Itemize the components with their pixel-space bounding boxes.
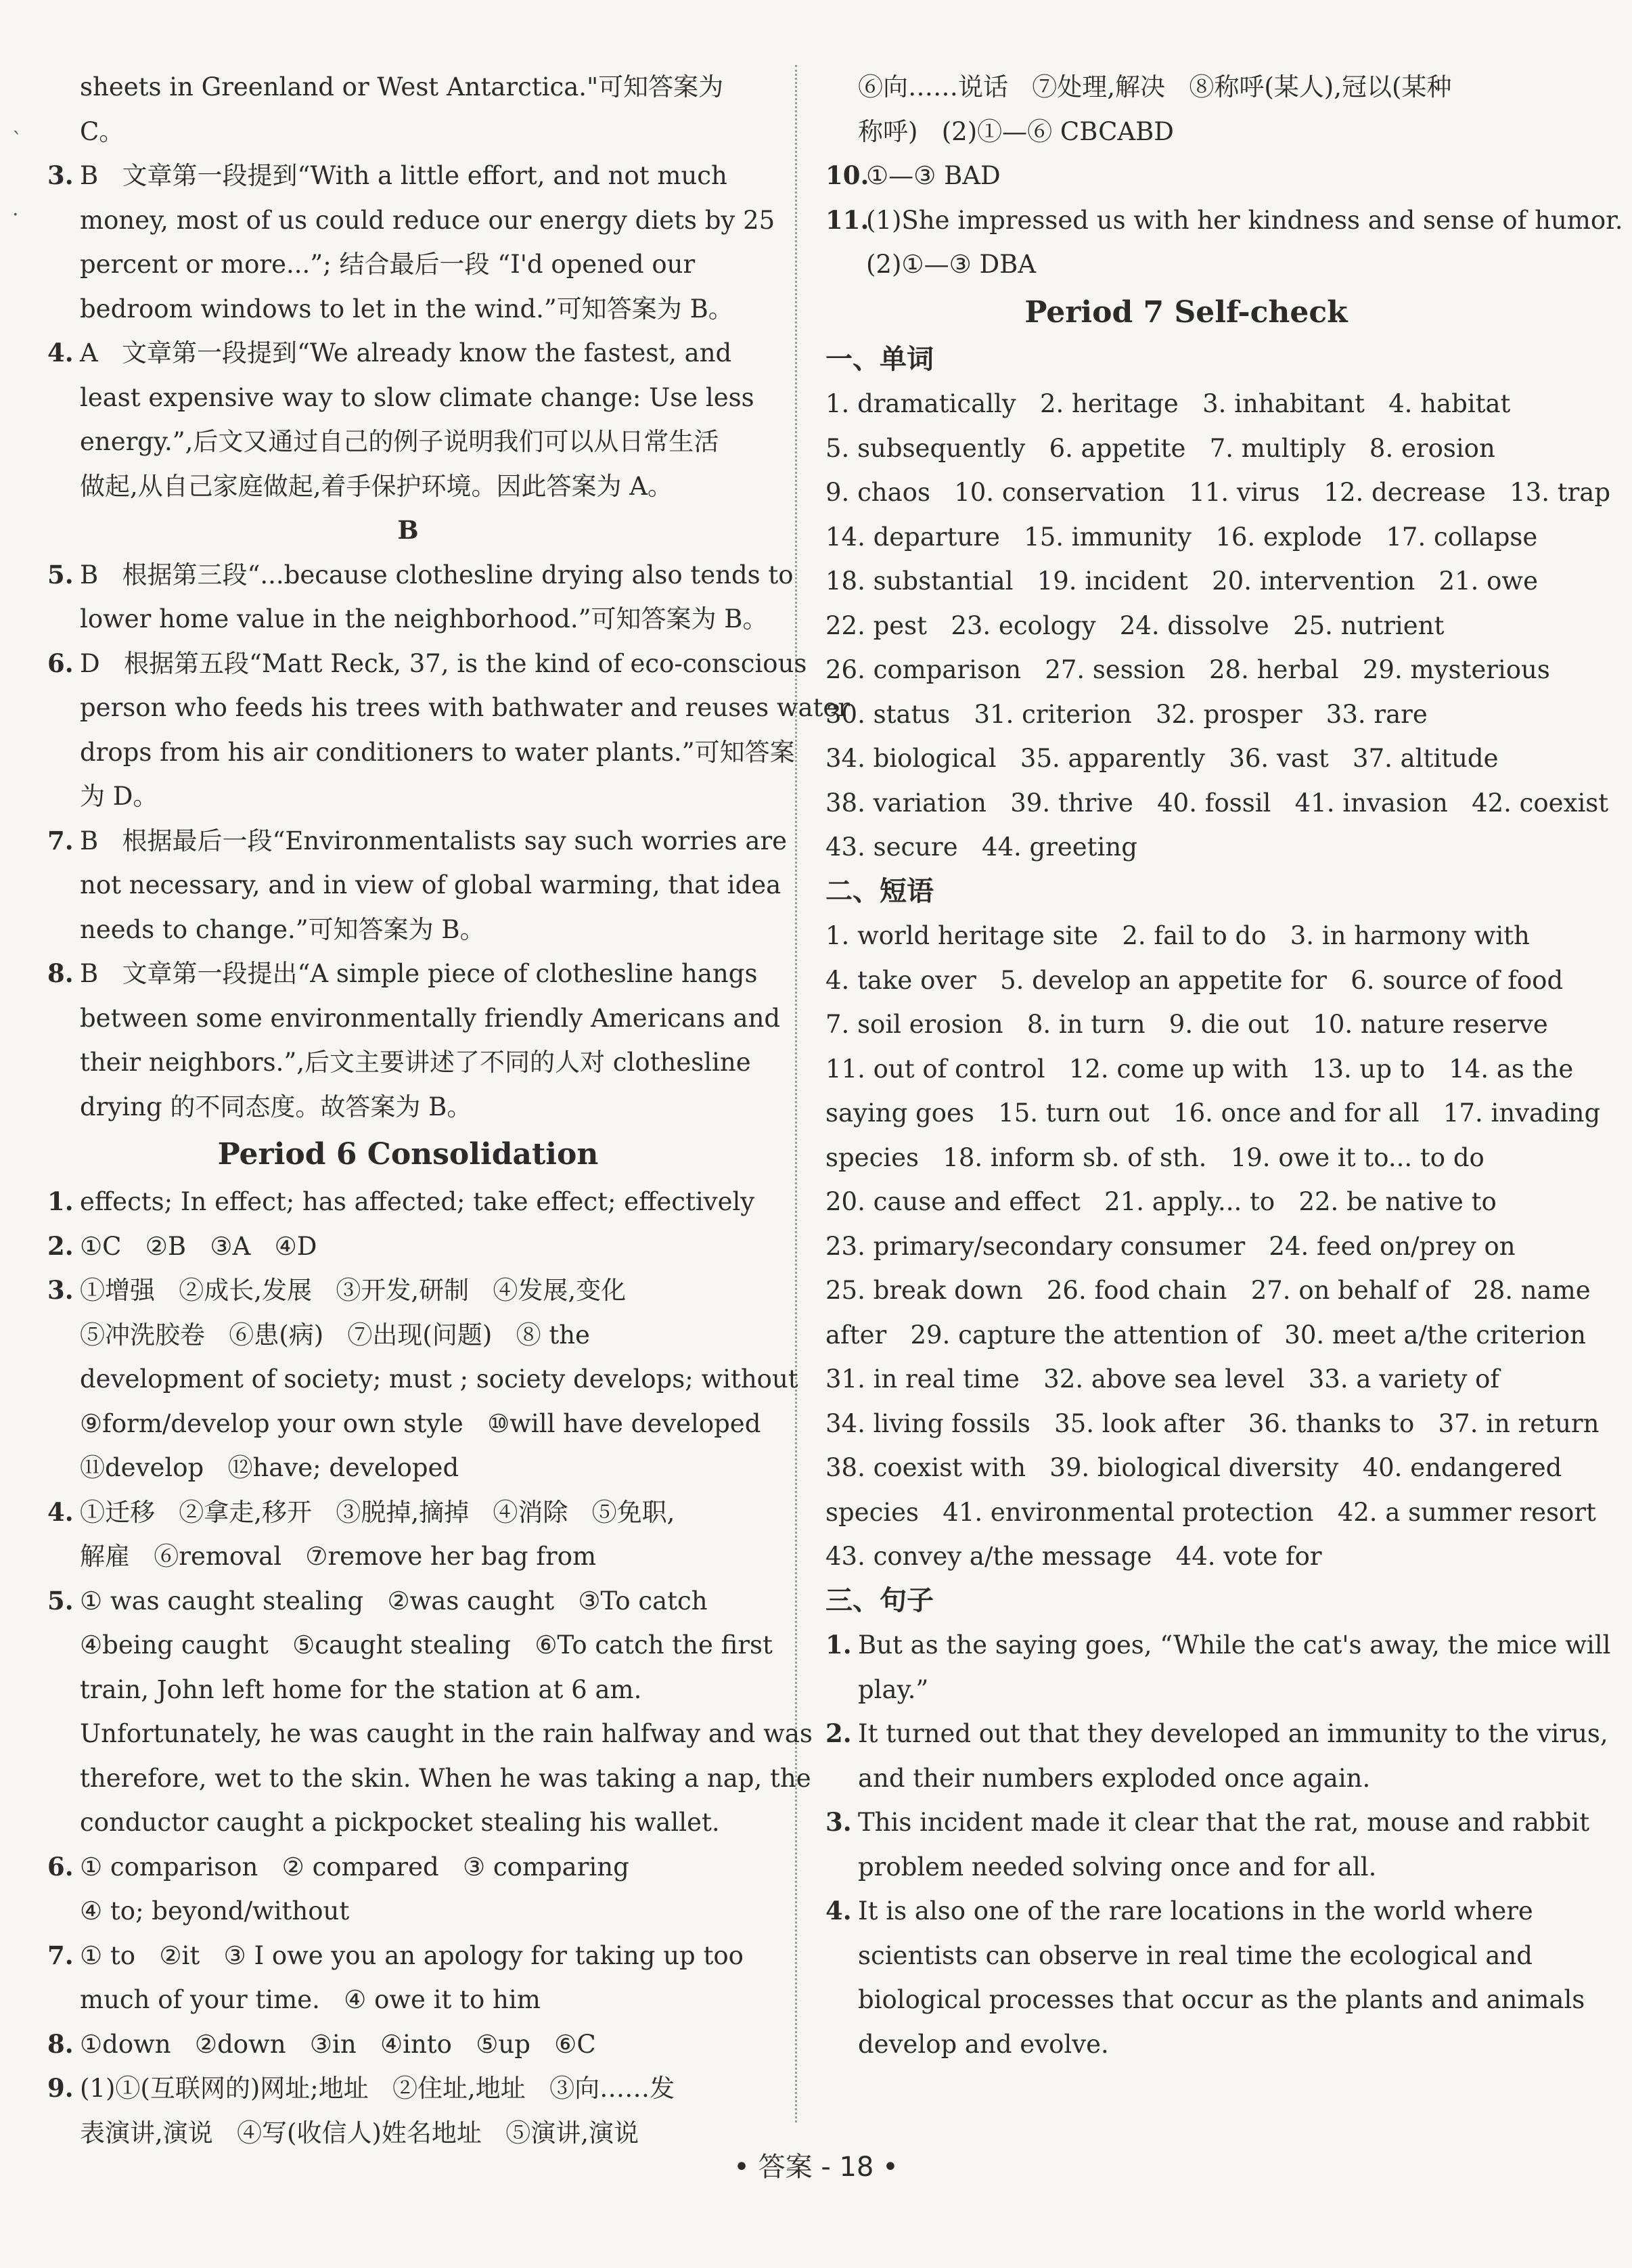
answer-line: B 根据第三段“...because clothesline drying also tends to xyxy=(80,560,794,590)
answer-line: needs to change.”可知答案为 B。 xyxy=(80,914,485,944)
section-words-heading: 一、单词 xyxy=(825,343,934,375)
words-list xyxy=(825,382,1611,870)
answer-line: biological processes that occur as the plants and animals xyxy=(858,1985,1585,2014)
answer-line: therefore, wet to the skin. When he was taking a nap, the xyxy=(80,1763,811,1793)
answer-line: ⑤冲洗胶卷 ⑥患(病) ⑦出现(问题) ⑧ the xyxy=(80,1320,590,1350)
answer-line: percent or more...”; 结合最后一段 “I'd opened our xyxy=(80,250,696,279)
answer-line: 做起,从自己家庭做起,着手保护环境。因此答案为 A。 xyxy=(80,471,673,501)
answer-line: ① to ②it ③ I owe you an apology for taking up too xyxy=(80,1940,744,1970)
answer-line: B 文章第一段提出“A simple piece of clothesline hangs xyxy=(80,959,758,988)
answer-line: train, John left home for the station at 6 am. xyxy=(80,1674,642,1704)
answer-line: play.” xyxy=(858,1674,929,1704)
list-item: after 29. capture the attention of 30. meet a/the criterion xyxy=(825,1320,1586,1350)
list-item: species 18. inform sb. of sth. 19. owe it to... to do xyxy=(825,1142,1484,1172)
list-item: 38. variation 39. thrive 40. fossil 41. invasion 42. coexist xyxy=(825,788,1609,818)
answer-line: (2)①—③ DBA xyxy=(866,250,1037,279)
list-item: 34. living fossils 35. look after 36. thanks to 37. in return xyxy=(825,1408,1600,1438)
p6-answer-7 xyxy=(47,1934,769,2022)
answer-line: lower home value in the neighborhood.”可知答案为 B。 xyxy=(80,604,768,633)
answer-line: 解雇 ⑥removal ⑦remove her bag from xyxy=(80,1542,597,1571)
question-number: 1. xyxy=(825,1630,852,1660)
list-item: 20. cause and effect 21. apply... to 22. be native to xyxy=(825,1187,1497,1216)
list-item: 4. take over 5. develop an appetite for 6. source of food xyxy=(825,965,1564,995)
answer-line: 表演讲,演说 ④写(收信人)姓名地址 ⑤演讲,演说 xyxy=(80,2118,639,2148)
list-item: 22. pest 23. ecology 24. dissolve 25. nutrient xyxy=(825,610,1445,640)
column-divider xyxy=(795,65,797,2122)
answer-line: A 文章第一段提到“We already know the fastest, and xyxy=(80,338,732,368)
p6-answer-5 xyxy=(47,1579,813,1845)
answer-line: money, most of us could reduce our energy diets by 25 xyxy=(80,205,775,235)
question-number: 2. xyxy=(825,1718,852,1748)
right-column xyxy=(825,65,1623,2066)
sentence-4 xyxy=(825,1889,1585,2066)
list-item: 5. subsequently 6. appetite 7. multiply 8. erosion xyxy=(825,433,1495,463)
question-number: 7. xyxy=(47,1940,74,1970)
question-number: 6. xyxy=(47,1851,74,1882)
question-number: 1. xyxy=(47,1186,74,1216)
answer-5 xyxy=(47,553,794,642)
answer-7 xyxy=(47,819,788,952)
answer-line: B 根据最后一段“Environmentalists say such worries are xyxy=(80,826,788,855)
question-number: 3. xyxy=(47,160,74,190)
answer-line: person who feeds his trees with bathwater and reuses water xyxy=(80,693,851,722)
phrases-list xyxy=(825,914,1601,1579)
list-item: 38. coexist with 39. biological diversity 40. endangered xyxy=(825,1453,1562,1482)
section-sentences-heading: 三、句子 xyxy=(825,1584,934,1616)
answer-line: development of society; must ; society develops; without xyxy=(80,1364,798,1394)
margin-mark: · xyxy=(12,203,19,227)
question-number: 3. xyxy=(47,1275,74,1305)
question-number: 4. xyxy=(825,1896,852,1926)
answer-line: least expensive way to slow climate change: Use less xyxy=(80,382,754,412)
continued-answer: sheets in Greenland or West Antarctica."可知答案为 C。 xyxy=(80,72,724,146)
answer-line: energy.”,后文又通过自己的例子说明我们可以从日常生活 xyxy=(80,427,719,456)
answer-3 xyxy=(47,154,775,331)
list-item: 1. dramatically 2. heritage 3. inhabitant 4. habitat xyxy=(825,389,1511,418)
list-item: 1. world heritage site 2. fail to do 3. in harmony with xyxy=(825,921,1530,950)
answer-line: But as the saying goes, “While the cat's away, the mice will xyxy=(858,1630,1611,1660)
answer-6 xyxy=(47,642,851,819)
list-item: 9. chaos 10. conservation 11. virus 12. decrease 13. trap xyxy=(825,478,1611,507)
margin-mark: ` xyxy=(12,129,22,152)
answer-line: develop and evolve. xyxy=(858,2029,1109,2059)
answer-line: (1)She impressed us with her kindness and sense of humor. xyxy=(866,205,1623,235)
question-number: 2. xyxy=(47,1230,74,1261)
list-item: 43. convey a/the message 44. vote for xyxy=(825,1542,1322,1571)
period-7-title: Period 7 Self-check xyxy=(1024,294,1348,330)
sentence-3 xyxy=(825,1800,1590,1889)
list-item: species 41. environmental protection 42. a summer resort xyxy=(825,1497,1596,1527)
answer-line: ④ to; beyond/without xyxy=(80,1896,350,1926)
answer-line: between some environmentally friendly Americans and xyxy=(80,1003,781,1033)
question-number: 5. xyxy=(47,559,74,590)
answer-line: ①迁移 ②拿走,移开 ③脱掉,摘掉 ④消除 ⑤免职, xyxy=(80,1497,675,1527)
answer-line: scientists can observe in real time the ecological and xyxy=(858,1940,1533,1970)
answer-line: drops from his air conditioners to water plants.”可知答案 xyxy=(80,737,795,767)
question-number: 4. xyxy=(47,1496,74,1527)
page-footer: • 答案 - 18 • xyxy=(733,2152,899,2183)
question-number: 4. xyxy=(47,338,74,368)
p6-answer-6 xyxy=(47,1845,769,1934)
question-number: 3. xyxy=(825,1807,852,1837)
answer-line: their neighbors.”,后文主要讲述了不同的人对 clothesline xyxy=(80,1048,751,1077)
period-6-title: Period 6 Consolidation xyxy=(217,1137,599,1172)
question-number: 7. xyxy=(47,825,74,855)
answer-line: 为 D。 xyxy=(80,782,158,811)
question-number: 10. xyxy=(825,160,869,190)
p6-answer-9 xyxy=(47,2066,769,2155)
list-item: 30. status 31. criterion 32. prosper 33. rare xyxy=(825,699,1428,729)
answer-line: drying 的不同态度。故答案为 B。 xyxy=(80,1092,472,1121)
answer-line: ⑪develop ⑫have; developed xyxy=(80,1453,459,1482)
answer-line: ⑨form/develop your own style ⑩will have developed xyxy=(80,1408,761,1438)
section-phrases-heading: 二、短语 xyxy=(825,875,934,907)
list-item: 23. primary/secondary consumer 24. feed on/prey on xyxy=(825,1231,1516,1261)
question-number: 11. xyxy=(825,204,869,235)
list-item: 11. out of control 12. come up with 13. up to 14. as the xyxy=(825,1054,1574,1084)
list-item: 7. soil erosion 8. in turn 9. die out 10. nature reserve xyxy=(825,1010,1548,1039)
question-number: 9. xyxy=(47,2073,74,2103)
answer-line: D 根据第五段“Matt Reck, 37, is the kind of eco-conscious xyxy=(80,648,807,678)
answer-10 xyxy=(825,154,1547,198)
section-b-heading: B xyxy=(397,515,419,545)
answer-line: and their numbers exploded once again. xyxy=(858,1763,1371,1793)
question-number: 5. xyxy=(47,1585,74,1616)
answer-line: Unfortunately, he was caught in the rain halfway and was xyxy=(80,1719,813,1748)
p6-answer-8 xyxy=(47,2022,769,2067)
answer-4 xyxy=(47,331,769,508)
answer-line: ①C ②B ③A ④D xyxy=(80,1231,317,1261)
p6-answer-2 xyxy=(47,1224,769,1269)
answer-line: ①增强 ②成长,发展 ③开发,研制 ④发展,变化 xyxy=(80,1276,627,1305)
sentence-1 xyxy=(825,1623,1611,1712)
left-column xyxy=(47,65,851,2155)
list-item: 31. in real time 32. above sea level 33. a variety of xyxy=(825,1364,1500,1394)
answer-8 xyxy=(47,952,781,1129)
list-item: saying goes 15. turn out 16. once and for all 17. invading xyxy=(825,1098,1601,1128)
answer-line: This incident made it clear that the rat, mouse and rabbit xyxy=(858,1808,1590,1837)
question-number: 6. xyxy=(47,648,74,678)
answer-line: It is also one of the rare locations in the world where xyxy=(858,1896,1533,1926)
question-number: 8. xyxy=(47,958,74,988)
sentence-2 xyxy=(825,1712,1608,1800)
list-item: 14. departure 15. immunity 16. explode 17. collapse xyxy=(825,522,1538,552)
answer-line: effects; In effect; has affected; take effect; effectively xyxy=(80,1187,755,1216)
list-item: 43. secure 44. greeting xyxy=(825,832,1137,862)
continued-answer: 称呼) (2)①—⑥ CBCABD xyxy=(858,116,1174,146)
p6-answer-3 xyxy=(47,1268,798,1490)
answer-line: B 文章第一段提到“With a little effort, and not much xyxy=(80,161,727,190)
answer-line: ① comparison ② compared ③ comparing xyxy=(80,1852,629,1882)
continued-answer: ⑥向……说话 ⑦处理,解决 ⑧称呼(某人),冠以(某种 xyxy=(858,72,1452,102)
answer-line: (1)①(互联网的)网址;地址 ②住址,地址 ③向……发 xyxy=(80,2074,675,2103)
answer-line: It turned out that they developed an immunity to the virus, xyxy=(858,1719,1608,1748)
answer-line: ① was caught stealing ②was caught ③To catch xyxy=(80,1586,708,1616)
list-item: 25. break down 26. food chain 27. on behalf of 28. name xyxy=(825,1276,1591,1305)
answer-line: conductor caught a pickpocket stealing his wallet. xyxy=(80,1808,720,1837)
p6-answer-1 xyxy=(47,1180,769,1224)
p6-answer-4 xyxy=(47,1490,769,1579)
answer-line: not necessary, and in view of global warming, that idea xyxy=(80,870,781,899)
answer-11 xyxy=(825,198,1623,287)
answer-line: ④being caught ⑤caught stealing ⑥To catch the first xyxy=(80,1630,773,1660)
list-item: 18. substantial 19. incident 20. intervention 21. owe xyxy=(825,566,1539,596)
answer-line: problem needed solving once and for all. xyxy=(858,1852,1377,1882)
answer-line: ①—③ BAD xyxy=(866,161,1001,190)
answer-line: ①down ②down ③in ④into ⑤up ⑥C xyxy=(80,2029,596,2059)
answer-line: much of your time. ④ owe it to him xyxy=(80,1985,541,2014)
list-item: 34. biological 35. apparently 36. vast 37. altitude xyxy=(825,744,1499,773)
answer-line: bedroom windows to let in the wind.”可知答案为 B。 xyxy=(80,294,733,324)
list-item: 26. comparison 27. session 28. herbal 29. mysterious xyxy=(825,655,1550,684)
question-number: 8. xyxy=(47,2028,74,2059)
